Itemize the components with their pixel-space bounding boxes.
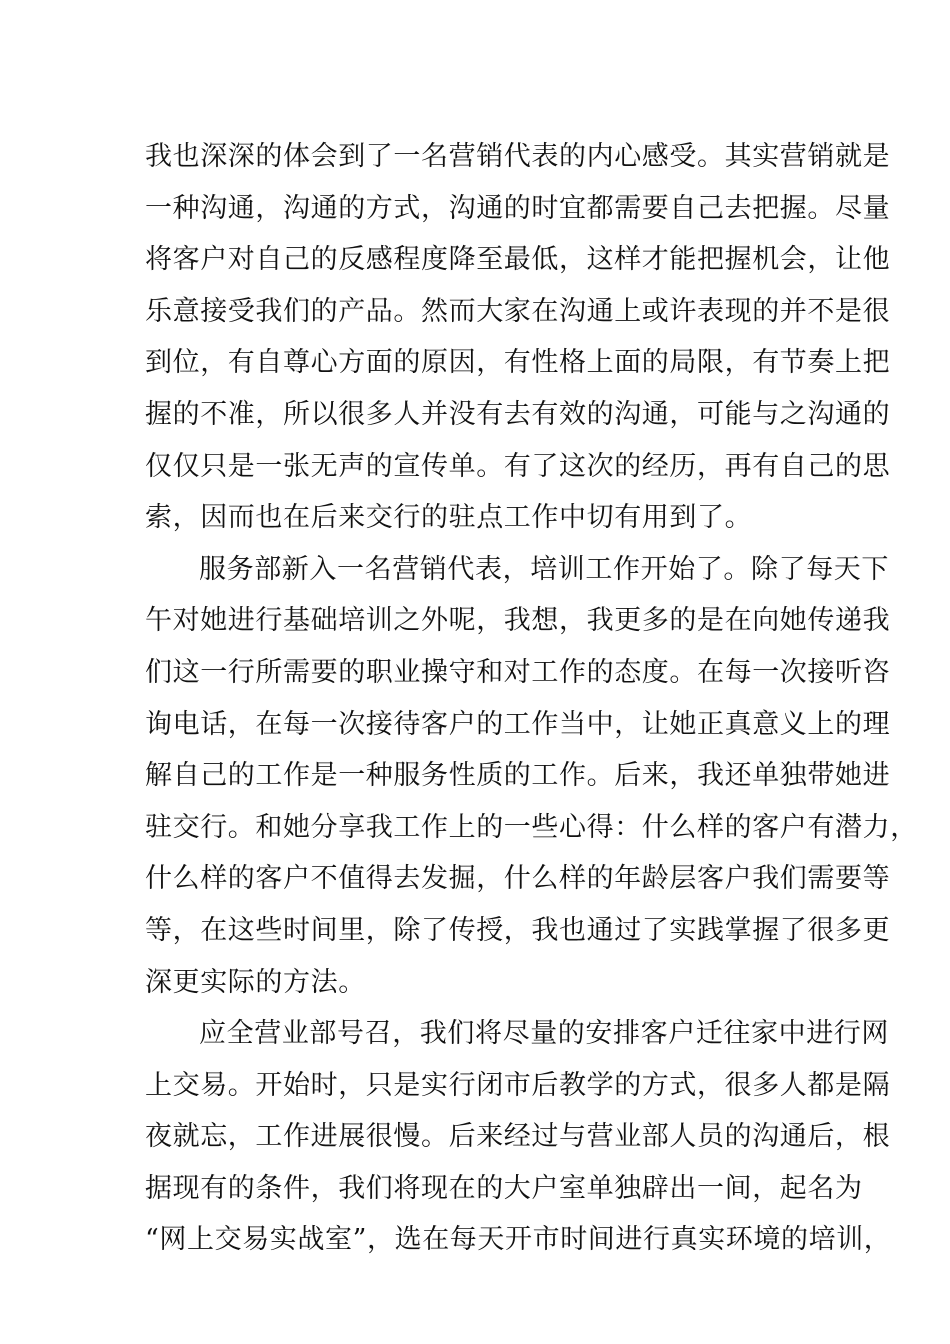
text-line: 到位，有自尊心方面的原因，有性格上面的局限，有节奏上把 [145,347,891,379]
text-line: 上交易。开始时，只是实行闭市后教学的方式，很多人都是隔 [145,1069,891,1101]
text-line: 解自己的工作是一种服务性质的工作。后来，我还单独带她进 [145,760,891,792]
text-line: 我也深深的体会到了一名营销代表的内心感受。其实营销就是 [145,141,891,172]
text-line: 驻交行。和她分享我工作上的一些心得：什么样的客户有潜力， [145,811,918,843]
paragraph-start-line: 应全营业部号召，我们将尽量的安排客户迁往家中进行网 [199,1018,889,1050]
text-line: 握的不准，所以很多人并没有去有效的沟通，可能与之沟通的 [145,398,891,430]
text-line: 据现有的条件，我们将现在的大户室单独辟出一间，起名为 [145,1172,863,1204]
paragraph-start-line: 服务部新入一名营销代表，培训工作开始了。除了每天下 [199,553,889,585]
text-line: 什么样的客户不值得去发掘，什么样的年龄层客户我们需要等 [145,863,891,895]
text-line: 仅仅只是一张无声的宣传单。有了这次的经历，再有自己的思 [145,450,891,482]
text-line: “网上交易实战室”，选在每天开市时间进行真实环境的培训， [145,1224,892,1256]
text-line: 乐意接受我们的产品。然而大家在沟通上或许表现的并不是很 [145,295,891,327]
body-text [145,131,918,1266]
text-line: 夜就忘，工作进展很慢。后来经过与营业部人员的沟通后，根 [145,1121,891,1153]
text-line: 等，在这些时间里，除了传授，我也通过了实践掌握了很多更 [145,914,891,946]
text-line: 一种沟通，沟通的方式，沟通的时宜都需要自己去把握。尽量 [145,192,891,224]
text-line: 们这一行所需要的职业操守和对工作的态度。在每一次接听咨 [145,656,891,688]
text-line: 询电话，在每一次接待客户的工作当中，让她正真意义上的理 [145,708,891,740]
text-line: 将客户对自己的反感程度降至最低，这样才能把握机会，让他 [145,244,891,276]
text-line: 索，因而也在后来交行的驻点工作中切有用到了。 [145,502,753,534]
text-line: 深更实际的方法。 [145,966,366,998]
text-line: 午对她进行基础培训之外呢，我想，我更多的是在向她传递我 [145,605,891,637]
